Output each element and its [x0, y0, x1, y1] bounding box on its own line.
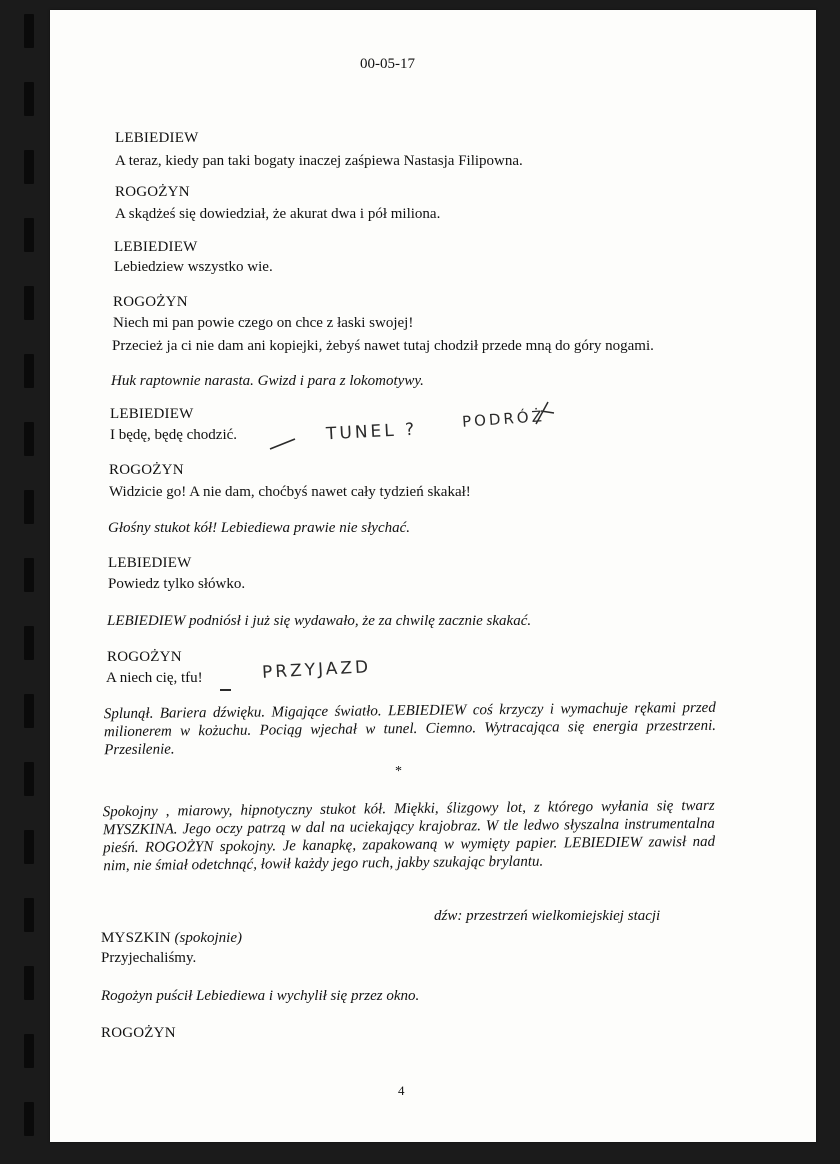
dialogue-line: Niech mi pan powie czego on chce z łaski swojej!	[113, 315, 414, 331]
stage-direction: Huk raptownie narasta. Gwizd i para z lokomotywy.	[111, 373, 424, 389]
scene-separator: *	[395, 764, 402, 779]
speaker-name: ROGOŻYN	[115, 184, 190, 200]
dialogue-line: A niech cię, tfu!	[106, 670, 203, 686]
stage-direction-paragraph: Spokojny , miarowy, hipnotyczny stukot kół. Miękki, ślizgowy lot, z którego wyłania się twarz MYSZKINA. Jego oczy patrzą w dal na uciekający krajobraz. W tle ledwo słyszalna instrumentalna pieśń. ROGOŻYN spokojny. Je kanapkę, zapakowaną w wymięty papier. LEBIEDIEW zawisł nad nim, nie śmiał odetchnąć, łowił każdy jego ruch, jakby szukając brylantu.	[102, 797, 716, 875]
speaker-name: ROGOŻYN	[107, 649, 182, 665]
stage-direction: Głośny stukot kół! Lebiediewa prawie nie słychać.	[108, 520, 411, 536]
script-page	[50, 10, 816, 1142]
handwritten-cross-mark	[530, 398, 560, 428]
speaker-name: MYSZKIN	[101, 930, 171, 946]
speaker-name: LEBIEDIEW	[114, 239, 198, 255]
handwritten-tick-mark	[218, 686, 234, 694]
dialogue-line: Powiedz tylko słówko.	[108, 576, 246, 592]
stage-direction-paragraph: Splunął. Bariera dźwięku. Migające światło. LEBIEDIEW coś krzyczy i wymachuje rękami przed milionerem w kożuchu. Pociąg wjechał w tunel. Ciemno. Wytracająca się energia przestrzeni. Przesilenie.	[103, 699, 717, 759]
spiral-binding	[22, 0, 38, 1164]
dialogue-line: Lebiedziew wszystko wie.	[114, 259, 273, 275]
speaker-name: LEBIEDIEW	[110, 406, 194, 422]
page-number: 4	[398, 1083, 405, 1098]
speaker-name: ROGOŻYN	[101, 1025, 176, 1041]
page-date: 00-05-17	[360, 56, 415, 72]
speaker-name: ROGOŻYN	[113, 294, 188, 310]
handwritten-note-przyjazd: PRZYJAZD	[261, 657, 372, 683]
speaker-direction: (spokojnie)	[174, 930, 242, 946]
stage-direction: Rogożyn puścił Lebiediewa i wychylił się przez okno.	[101, 988, 420, 1004]
speaker-name: ROGOŻYN	[109, 462, 184, 478]
speaker-name: LEBIEDIEW	[115, 130, 199, 146]
dialogue-line: Przecież ja ci nie dam ani kopiejki, żebyś nawet tutaj chodził przede mną do góry nogami.	[112, 338, 654, 354]
handwritten-note-podroz: PODRÓŻ	[461, 407, 546, 431]
dialogue-line: Widzicie go! A nie dam, choćbyś nawet cały tydzień skakał!	[109, 484, 471, 500]
handwritten-note-tunel: TUNEL ?	[325, 419, 418, 445]
speaker-name: LEBIEDIEW	[108, 555, 192, 571]
sound-note: dźw: przestrzeń wielkomiejskiej stacji	[434, 908, 661, 924]
dialogue-line: Przyjechaliśmy.	[101, 950, 197, 966]
dialogue-line: I będę, będę chodzić.	[110, 427, 238, 443]
dialogue-line: A teraz, kiedy pan taki bogaty inaczej zaśpiewa Nastasja Filipowna.	[115, 153, 523, 169]
dialogue-line: A skądżeś się dowiedział, że akurat dwa i pół miliona.	[115, 206, 441, 222]
stage-direction: LEBIEDIEW podniósł i już się wydawało, że za chwilę zacznie skakać.	[107, 613, 532, 629]
speaker-line-myszkin	[101, 930, 242, 947]
handwritten-dash-mark	[268, 436, 298, 452]
